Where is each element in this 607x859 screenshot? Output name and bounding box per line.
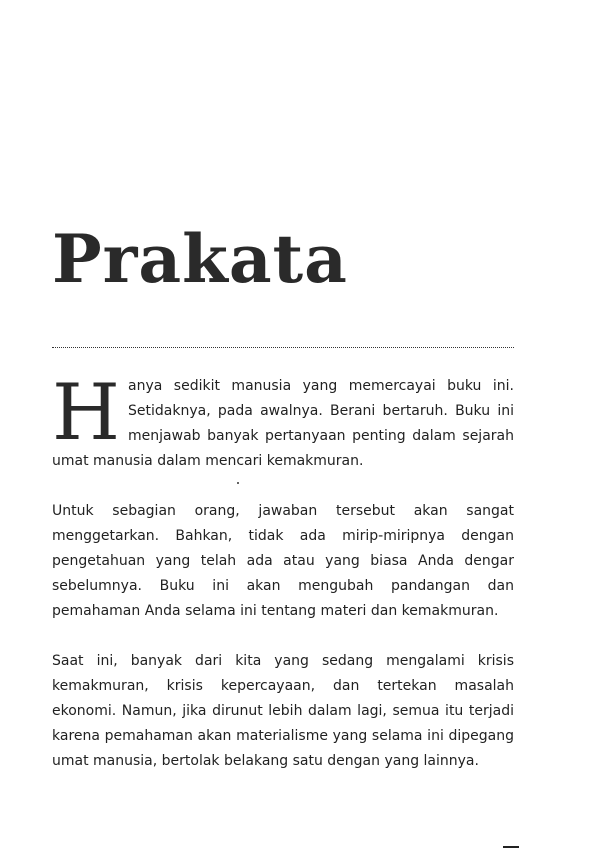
stray-dot-mark <box>237 482 239 484</box>
paragraph-2: Untuk sebagian orang, jawaban tersebut akan sangat menggetarkan. Bahkan, tidak ada mirip-miripnya dengan pengetahuan yang telah ada atau yang biasa Anda dengar sebelumnya. Buku ini akan mengubah pandangan dan pemahaman Anda selama ini tentang materi dan kemakmuran. <box>52 503 514 619</box>
paragraph-1-text: anya sedikit manusia yang memercayai buku ini. Setidaknya, pada awalnya. Berani bertaruh. Buku ini menjawab banyak pertanyaan penting dalam sejarah umat manusia dalam mencari kemakmuran. <box>52 378 514 469</box>
drop-cap: H <box>52 368 121 458</box>
paragraph-1 <box>52 368 514 474</box>
body-text <box>52 368 514 774</box>
paragraph-3: Saat ini, banyak dari kita yang sedang mengalami krisis kemakmuran, krisis kepercayaan, dan tertekan masalah ekonomi. Namun, jika dirunut lebih dalam lagi, semua itu terjadi karena pemahaman akan materialisme yang selama ini dipegang umat manusia, bertolak belakang satu dengan yang lainnya. <box>52 653 514 769</box>
corner-dash-mark <box>503 846 519 848</box>
page-title: Prakata <box>52 220 348 298</box>
dotted-divider <box>52 347 514 348</box>
